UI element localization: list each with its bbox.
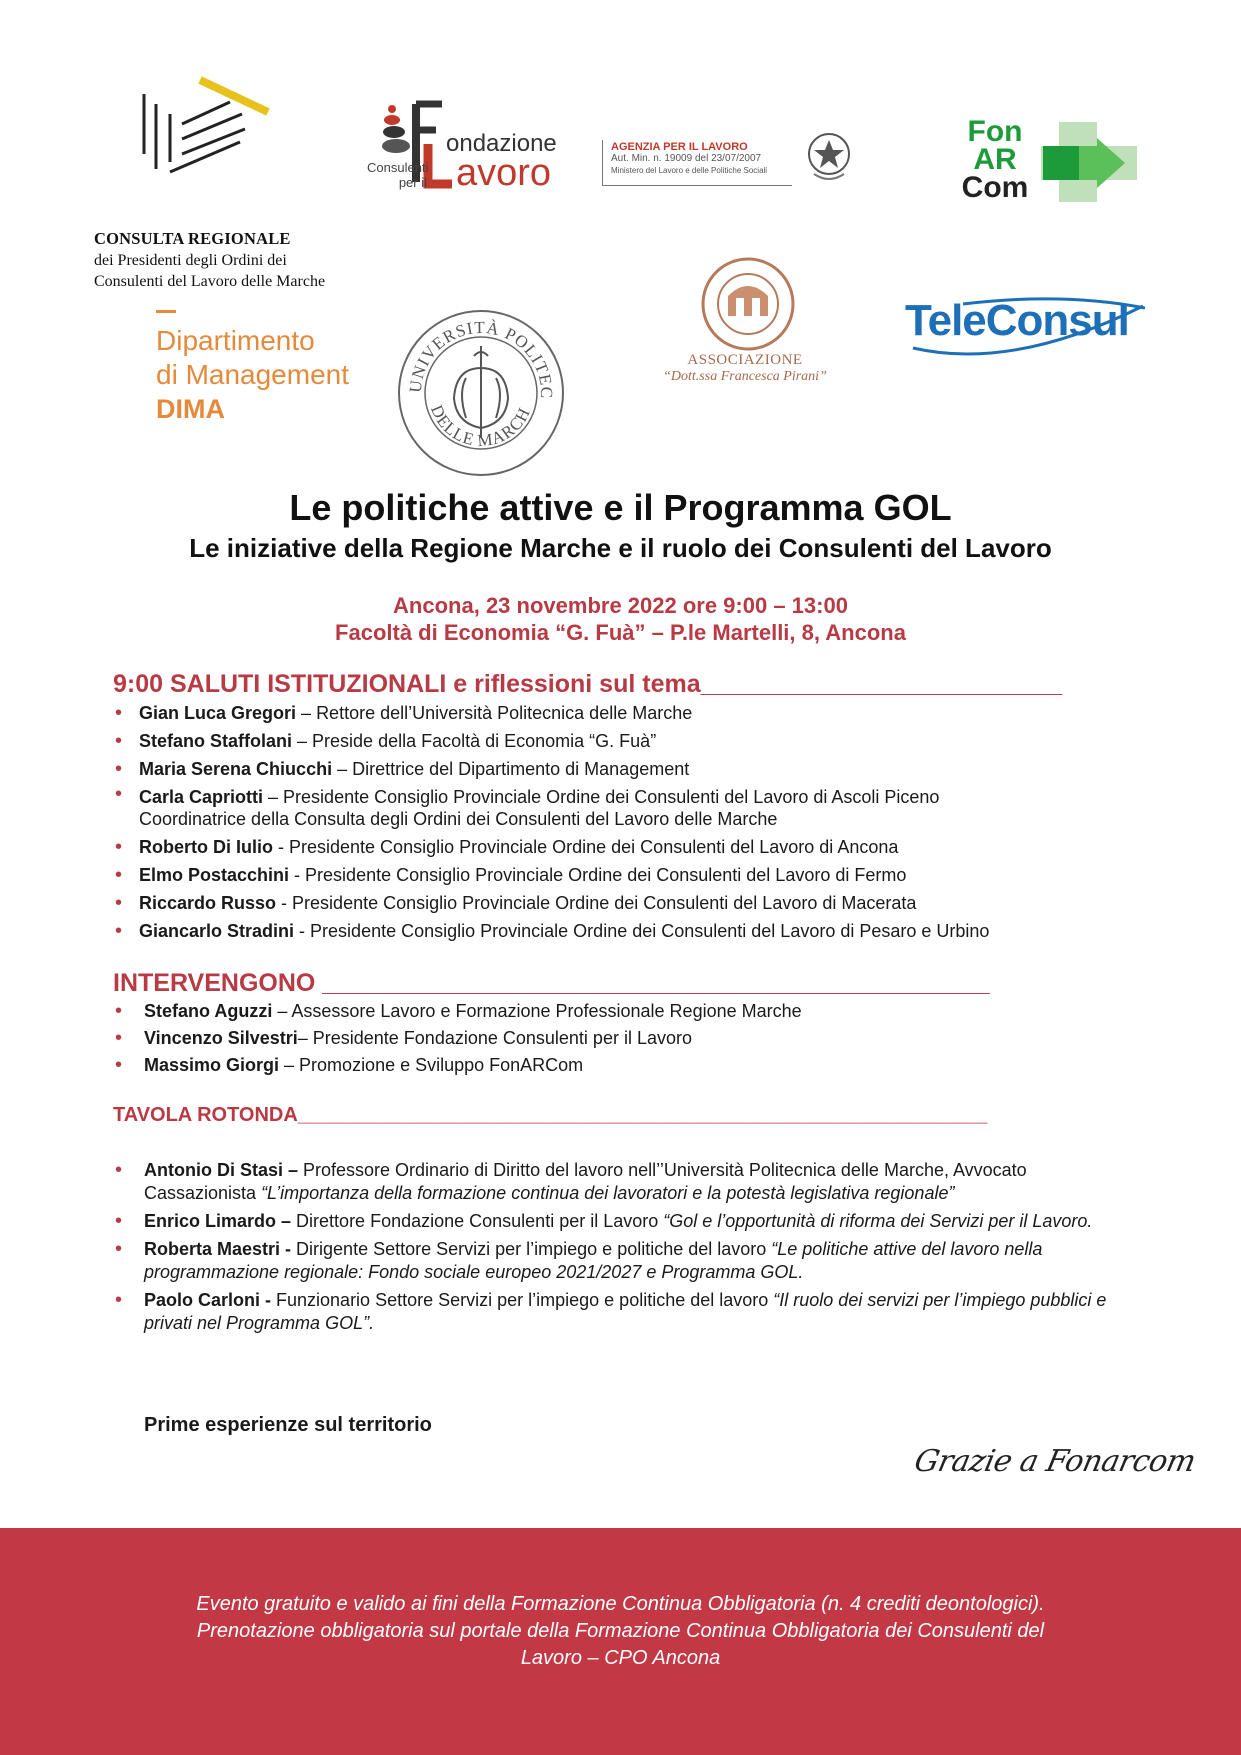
speaker-role: Presidente Fondazione Consulenti per il Lavoro [312,1028,692,1048]
footer-line1: Evento gratuito e valido ai fini della Formazione Continua Obbligatoria (n. 4 crediti deontologici). [196,1593,1045,1615]
separator: - [289,865,306,885]
event-info [0,592,1241,646]
speaker-name: Paolo Carloni - [144,1290,272,1310]
list-item [113,1289,1143,1335]
speaker-role: Funzionario Settore Servizi per l’impiego e politiche del lavoro [271,1290,774,1310]
dima-line1: Dipartimento [156,325,315,356]
consulta-line2: dei Presidenti degli Ordini dei [94,252,287,269]
lavoro-word: avoro [456,152,552,194]
speaker-name: Stefano Aguzzi [144,1001,273,1021]
separator: – [296,703,317,723]
italy-emblem-icon [804,128,854,189]
intervengono-section [113,969,1143,1079]
list-item [113,755,1133,783]
speaker-name: Roberto Di Iulio [139,837,273,857]
speaker-name: Stefano Staffolani [139,731,293,751]
speaker-role: Direttore Fondazione Consulenti per il Lavoro [291,1211,664,1231]
speaker-name: Antonio Di Stasi – [144,1160,299,1180]
footer-text [0,1591,1241,1672]
fonarcom-l1: Fon [967,115,1023,148]
associazione-logo-icon [700,256,796,357]
speaker-role: Presidente Consiglio Provinciale Ordine dei Consulenti del Lavoro di Ascoli Piceno [283,787,940,807]
list-item [113,783,1133,833]
signature: Grazie a Fonarcom [911,1444,1199,1479]
separator: – [263,787,284,807]
separator: - [294,921,311,941]
tavola-list [113,1159,1143,1335]
consulta-text [94,228,325,292]
speaker-name: Massimo Giorgi [144,1055,280,1075]
speaker-role: Presidente Consiglio Provinciale Ordine dei Consulenti del Lavoro di Macerata [292,893,917,913]
dima-line2: di Management [156,359,350,390]
separator: – [332,759,353,779]
separator: – [272,1001,292,1021]
speaker-role: Dirigente Settore Servizi per l’impiego e politiche del lavoro [291,1239,772,1259]
fondazione-small: Consulenti per il [367,160,429,190]
associazione-line1: ASSOCIAZIONE [687,352,803,368]
list-item [113,1210,1143,1233]
list-item [113,861,1133,889]
fonarcom-l2: AR [973,143,1017,176]
fonarcom-l3: Com [961,171,1029,204]
tavola-section [113,1104,1143,1340]
speaker-name: Giancarlo Stradini [139,921,295,941]
consulta-line1: CONSULTA REGIONALE [94,229,291,248]
speaker-role: Preside della Facoltà di Economia “G. Fuà” [312,731,657,751]
associazione-text [650,352,840,385]
list-item [113,727,1133,755]
consulta-logo [130,74,270,189]
speaker-role: Promozione e Sviluppo FonARCom [299,1055,584,1075]
agenzia-line1: AGENZIA PER IL LAVORO [611,141,748,153]
footer-line3: Lavoro – CPO Ancona [520,1647,721,1669]
list-item [113,1025,1143,1052]
talk-title: “Le politiche attive del lavoro nella programmazione regionale: Fondo sociale europeo 2021/2027 e Programma GOL. [144,1239,1043,1282]
teleconsul-text: TeleConsul [905,296,1129,345]
consulta-line3: Consulenti del Lavoro delle Marche [94,273,326,290]
speaker-role: Presidente Consiglio Provinciale Ordine dei Consulenti del Lavoro di Pesaro e Urbino [310,921,990,941]
separator: – [279,1055,300,1075]
dima-line3: DIMA [156,394,225,424]
speaker-role: Assessore Lavoro e Formazione Professionale Regione Marche [291,1001,802,1021]
associazione-line2: “Dott.ssa Francesca Pirani” [663,369,827,384]
speaker-role: Presidente Consiglio Provinciale Ordine dei Consulenti del Lavoro di Fermo [305,865,907,885]
separator: – [297,1028,313,1048]
saluti-list [113,699,1133,945]
intervengono-heading: INTERVENGONO ________________________________________________ [113,969,990,997]
speaker-role: Professore Ordinario di Diritto del lavoro nell’’Università Politecnica delle Marche, Avvocato Cassazionista [144,1160,1027,1203]
speaker-name: Enrico Limardo – [144,1211,292,1231]
consulta-logo-mark [130,74,270,184]
speaker-name: Gian Luca Gregori [139,703,297,723]
list-item [113,1159,1143,1205]
saluti-heading: 9:00 SALUTI ISTITUZIONALI e riflessioni sul tema__________________________ [113,670,1063,698]
separator: - [273,837,289,857]
speaker-name: Riccardo Russo [139,893,277,913]
event-venue: Facoltà di Economia “G. Fuà” – P.le Martelli, 8, Ancona [335,620,906,645]
list-item [113,1052,1143,1079]
speaker-role: Rettore dell’Università Politecnica delle Marche [316,703,693,723]
agenzia-line2: Aut. Min. n. 19009 del 23/07/2007 [611,153,762,164]
list-item [113,889,1133,917]
talk-title: “Il ruolo dei servizi per l’impiego pubblici e privati nel Programma GOL”. [144,1290,1107,1333]
speaker-name: Carla Capriotti [139,787,264,807]
speaker-name: Vincenzo Silvestri [144,1028,298,1048]
speaker-role-secondary: Coordinatrice della Consulta degli Ordini dei Consulenti del Lavoro delle Marche [139,809,778,829]
univpm-top-text: UNIVERSITÀ POLITEC [405,317,557,400]
speaker-name: Roberta Maestri - [144,1239,292,1259]
speaker-role: Direttrice del Dipartimento di Management [352,759,690,779]
dima-logo [156,310,176,313]
event-date: Ancona, 23 novembre 2022 ore 9:00 – 13:00 [393,593,848,618]
tavola-heading: TAVOLA ROTONDA______________________________________________________________ [113,1104,988,1126]
fondazione-logo [368,100,593,200]
intervengono-list [113,998,1143,1079]
speaker-role: Presidente Consiglio Provinciale Ordine dei Consulenti del Lavoro di Ancona [289,837,899,857]
page-subtitle: Le iniziative della Regione Marche e il ruolo dei Consulenti del Lavoro [189,533,1052,563]
separator: - [276,893,293,913]
list-item [113,998,1143,1025]
dima-text [156,324,349,426]
fonarcom-arrow-icon [1039,118,1139,206]
saluti-section [113,670,1133,945]
list-item [113,1238,1143,1284]
agenzia-line3: Ministero del Lavoro e delle Politiche Sociali [611,166,768,175]
list-item [113,917,1133,945]
footer-banner [0,1528,1241,1755]
footer-line2: Prenotazione obbligatoria sul portale della Formazione Continua Obbligatoria dei Consulenti del [196,1620,1045,1642]
list-item [113,699,1133,727]
separator: – [292,731,313,751]
univpm-bottom-text: DELLE MARCH [426,402,535,451]
talk-title: “Gol e l’opportunità di riforma dei Servizi per il Lavoro. [663,1211,1093,1231]
page-title: Le politiche attive e il Programma GOL [289,487,952,528]
agenzia-logo [602,140,792,186]
list-item [113,833,1133,861]
speaker-name: Elmo Postacchini [139,865,290,885]
prime-esperienze: Prime esperienze sul territorio [144,1414,432,1436]
univpm-seal [396,308,566,483]
fondazione-word: ondazione [446,130,557,157]
talk-title: “L’importanza della formazione continua dei lavoratori e la potestà legislativa regionale” [261,1183,955,1203]
speaker-name: Maria Serena Chiucchi [139,759,333,779]
